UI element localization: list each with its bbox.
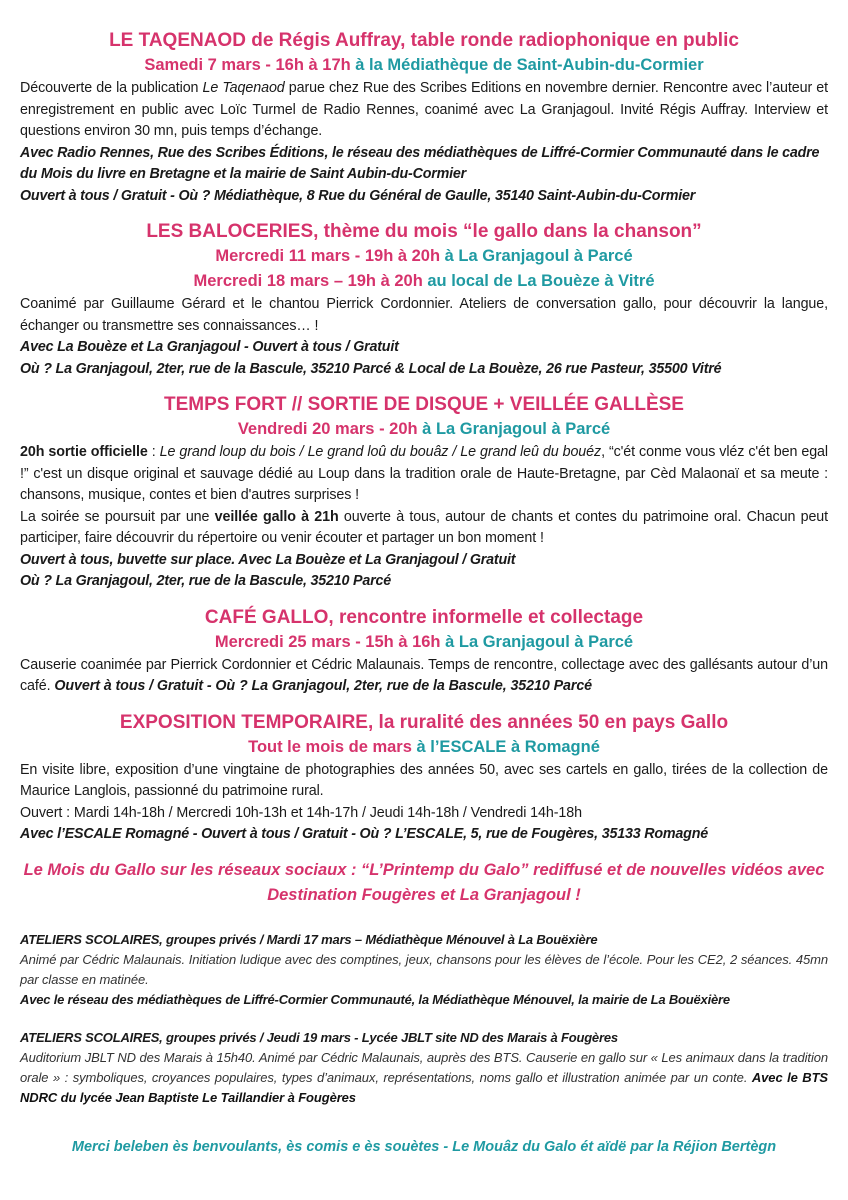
desc-text: La soirée se poursuit par une (20, 508, 215, 525)
event-where: à La Granjagoul à Parcé (440, 247, 633, 265)
event-when: Samedi 7 mars - 16h à 17h (144, 56, 351, 74)
desc-text: Auditorium JBLT ND des Marais à 15h40. Animé par Cédric Malaunais, auprès des BTS. Causerie en gallo sur « Les animaux dans la tradition orale » : symboliques, croyances populaires, types d’animaux, représentations, noms gallo et illustration animée par un conte. (20, 1049, 828, 1085)
event-datetime (20, 244, 828, 269)
event-temps-fort (20, 392, 828, 593)
event-where: à la Médiathèque de Saint-Aubin-du-Cormier (350, 56, 704, 74)
event-taqenaod (20, 28, 828, 207)
event-baloceries (20, 219, 828, 380)
event-where: au local de La Bouèze à Vitré (422, 272, 655, 290)
event-datetime (20, 630, 828, 655)
workshop-heading: ATELIERS SCOLAIRES, groupes privés / Mardi 17 mars – Médiathèque Ménouvel à La Bouëxière (20, 931, 598, 947)
event-info: Où ? La Granjagoul, 2ter, rue de la Bascule, 35210 Parcé & Local de La Bouèze, 26 rue Pasteur, 35500 Vitré (20, 360, 722, 377)
event-datetime (20, 53, 828, 78)
event-partners: Ouvert à tous, buvette sur place. Avec La Bouèze et La Granjagoul / Gratuit (20, 551, 516, 568)
desc-bold: veillée gallo à 21h (214, 508, 339, 525)
album-title: Le grand loup du bois / Le grand loû du bouâz / Le grand leû du bouéz (159, 444, 602, 460)
workshop-heading: ATELIERS SCOLAIRES, groupes privés / Jeudi 19 mars - Lycée JBLT site ND des Marais à Fougères (20, 1029, 618, 1045)
event-datetime (20, 735, 828, 760)
event-partners: Avec Radio Rennes, Rue des Scribes Éditions, le réseau des médiathèques de Liffré-Cormier Communauté dans le cadre du Mois du livre en Bretagne et la mairie de Saint Aubin-du-Cormier (20, 144, 820, 182)
event-info: Ouvert à tous / Gratuit - Où ? Médiathèque, 8 Rue du Général de Gaulle, 35140 Saint-Aubin-du-Cormier (20, 187, 696, 204)
event-info: Avec l’ESCALE Romagné - Ouvert à tous / Gratuit - Où ? L’ESCALE, 5, rue de Fougères, 35133 Romagné (20, 826, 708, 842)
social-media-notice: Le Mois du Gallo sur les réseaux sociaux : “L’Printemp du Galo” rediffusé et de nouvelles vidéos avec Destination Fougères et La Granjagoul ! (23, 860, 825, 904)
event-where: à l’ESCALE à Romagné (411, 737, 600, 756)
event-title: TEMPS FORT // SORTIE DE DISQUE + VEILLÉE GALLÈSE (164, 394, 684, 415)
desc-text: ouverte à tous, autour de chants et contes du patrimoine oral. Chacun peut participer, faire découvrir du répertoire ou venir écouter et partager un bon moment ! (20, 508, 829, 546)
event-title: LES BALOCERIES, thème du mois “le gallo dans la chanson” (146, 221, 702, 242)
workshop-fougeres (20, 1028, 828, 1108)
event-datetime (20, 417, 828, 442)
workshop-bouexiere (20, 930, 828, 1010)
event-title: LE TAQENAOD de Régis Auffray, table ronde radiophonique en public (109, 30, 739, 51)
workshop-description (20, 1048, 828, 1108)
event-hours: Ouvert : Mardi 14h-18h / Mercredi 10h-13h et 14h-17h / Jeudi 14h-18h / Vendredi 14h-18h (20, 804, 582, 821)
workshop-partners: Avec le BTS NDRC du lycée Jean Baptiste Le Taillandier à Fougères (20, 1069, 829, 1105)
event-partners: Avec La Bouèze et La Granjagoul - Ouvert à tous / Gratuit (20, 339, 399, 355)
event-when: Mercredi 18 mars – 19h à 20h (193, 272, 423, 290)
event-when: Mercredi 25 mars - 15h à 16h (214, 632, 441, 651)
event-title: EXPOSITION TEMPORAIRE, la ruralité des années 50 en pays Gallo (119, 711, 729, 733)
workshop-description: Animé par Cédric Malaunais. Initiation ludique avec des comptines, jeux, chansons pour les élèves de l’école. Pour les CE2, 2 séances. 45mn par classe en matinée. (20, 951, 828, 987)
event-info: Où ? La Granjagoul, 2ter, rue de la Bascule, 35210 Parcé (20, 573, 392, 589)
event-when: Tout le mois de mars (248, 737, 412, 756)
desc-text: Découverte de la publication (20, 80, 203, 96)
desc-text: : (147, 444, 160, 460)
event-description (20, 78, 828, 143)
desc-text: Causerie coanimée par Pierrick Cordonnier et Cédric Malaunais. Temps de rencontre, collectage avec des gallésants autour d’un café. (20, 656, 828, 694)
publication-title: Le Taqenaod (202, 80, 285, 96)
event-description (20, 655, 828, 698)
event-info: Ouvert à tous / Gratuit - Où ? La Granjagoul, 2ter, rue de la Bascule, 35210 Parcé (54, 678, 593, 694)
event-when: Vendredi 20 mars - 20h (237, 420, 418, 438)
event-when: Mercredi 11 mars - 19h à 20h (215, 247, 441, 265)
event-cafe-gallo (20, 605, 828, 698)
event-description: Coanimé par Guillaume Gérard et le chantou Pierrick Cordonnier. Ateliers de conversation gallo, pour découvrir la langue, échanger ou transmettre ses connaissances… ! (20, 296, 828, 334)
event-description: En visite libre, exposition d’une vingtaine de photographies des années 50, avec ses cartels en gallo, tirées de la collection de Maurice Langlois, passionné du patrimoine rural. (20, 761, 828, 799)
workshop-partners: Avec le réseau des médiathèques de Liffré-Cormier Communauté, la Médiathèque Ménouvel, la mairie de La Bouëxière (20, 991, 730, 1007)
desc-text: , “c'ét conme vous vléz c'ét ben egal !” c'est un disque original et sauvage dédié au Loup dans la tradition orale de Haute-Bretagne, par Cèd Malaonaï et sa meute : chansons, musique, contes et bien d'autres surprises ! (20, 444, 828, 503)
event-title: CAFÉ GALLO, rencontre informelle et collectage (204, 606, 644, 628)
event-datetime-2 (20, 269, 828, 294)
programme-page (20, 28, 828, 1172)
desc-bold: 20h sortie officielle (20, 444, 148, 460)
desc-text: parue chez Rue des Scribes Editions en novembre dernier. Rencontre avec l’auteur et enregistrement en public avec Loïc Turmel de Radio Rennes, coanimé avec La Granjagoul. Invité Régis Auffray. Interview et questions environ 30 mn, puis temps d’échange. (20, 80, 828, 139)
footer-thanks: Merci beleben ès benvoulants, ès comis e ès souètes - Le Mouâz du Galo ét aïdë par la Réjion Bertègn (71, 1138, 777, 1155)
event-where: à La Granjagoul à Parcé (417, 420, 611, 438)
event-exposition (20, 710, 828, 846)
event-where: à La Granjagoul à Parcé (440, 632, 634, 651)
event-description (20, 442, 828, 550)
